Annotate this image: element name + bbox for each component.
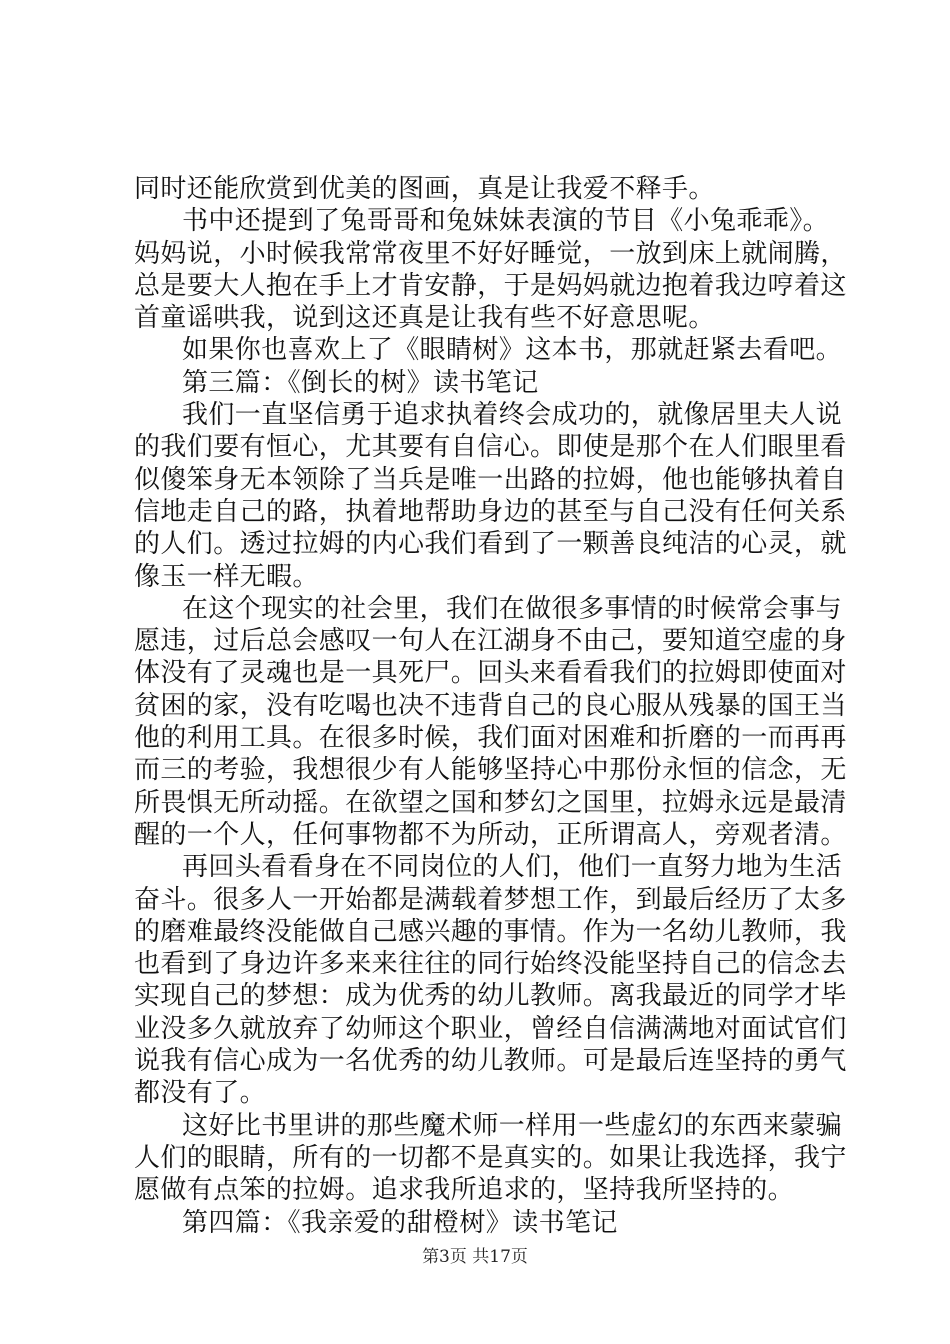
text-line: 奋斗。很多人一开始都是满载着梦想工作，到最后经历了太多 xyxy=(134,884,847,915)
text-line: 第四篇：《我亲爱的甜橙树》读书笔记 xyxy=(182,1207,618,1238)
text-line: 在这个现实的社会里，我们在做很多事情的时候常会事与 xyxy=(182,593,843,624)
document-body xyxy=(134,173,847,1239)
text-line: 似傻笨身无本领除了当兵是唯一出路的拉姆，他也能够执着自 xyxy=(134,464,847,495)
text-line: 第三篇：《倒长的树》读书笔记 xyxy=(182,367,539,398)
text-line: 首童谣哄我，说到这还真是让我有些不好意思呢。 xyxy=(134,303,715,334)
text-line: 的人们。透过拉姆的内心我们看到了一颗善良纯洁的心灵，就 xyxy=(134,529,847,560)
text-line: 说我有信心成为一名优秀的幼儿教师。可是最后连坚持的勇气 xyxy=(134,1046,847,1077)
text-line: 像玉一样无暇。 xyxy=(134,561,319,592)
text-line: 业没多久就放弃了幼师这个职业，曾经自信满满地对面试官们 xyxy=(134,1013,847,1044)
text-line: 如果你也喜欢上了《眼睛树》这本书，那就赶紧去看吧。 xyxy=(182,335,843,366)
text-line: 也看到了身边许多来来往往的同行始终没能坚持自己的信念去 xyxy=(134,949,847,980)
text-line: 信地走自己的路，执着地帮助身边的甚至与自己没有任何关系 xyxy=(134,496,847,527)
text-line: 人们的眼睛，所有的一切都不是真实的。如果让我选择，我宁 xyxy=(134,1142,847,1173)
text-line: 贫困的家，没有吃喝也决不违背自己的良心服从残暴的国王当 xyxy=(134,690,847,721)
text-line: 醒的一个人，任何事物都不为所动，正所谓高人，旁观者清。 xyxy=(134,819,847,850)
text-line: 所畏惧无所动摇。在欲望之国和梦幻之国里，拉姆永远是最清 xyxy=(134,787,847,818)
text-line: 这好比书里讲的那些魔术师一样用一些虚幻的东西来蒙骗 xyxy=(182,1110,843,1141)
text-line: 愿做有点笨的拉姆。追求我所追求的，坚持我所坚持的。 xyxy=(134,1175,795,1206)
text-line: 他的利用工具。在很多时候，我们面对困难和折磨的一而再再 xyxy=(134,723,847,754)
text-line: 总是要大人抱在手上才肯安静，于是妈妈就边抱着我边哼着这 xyxy=(134,270,847,301)
text-line: 实现自己的梦想：成为优秀的幼儿教师。离我最近的同学才毕 xyxy=(134,981,847,1012)
text-line: 的我们要有恒心，尤其要有自信心。即使是那个在人们眼里看 xyxy=(134,432,847,463)
text-line: 同时还能欣赏到优美的图画，真是让我爱不释手。 xyxy=(134,174,715,204)
text-line: 都没有了。 xyxy=(134,1078,267,1109)
text-line: 妈妈说，小时候我常常夜里不好好睡觉，一放到床上就闹腾， xyxy=(134,238,847,269)
text-line: 书中还提到了兔哥哥和兔妹妹表演的节目《小兔乖乖》。 xyxy=(182,206,830,237)
page-footer: 第3页 共17页 xyxy=(422,1247,528,1267)
text-line: 愿违，过后总会感叹一句人在江湖身不由己，要知道空虚的身 xyxy=(134,626,847,657)
text-line: 而三的考验，我想很少有人能够坚持心中那份永恒的信念，无 xyxy=(134,755,847,786)
text-line: 我们一直坚信勇于追求执着终会成功的，就像居里夫人说 xyxy=(182,400,843,431)
text-line: 再回头看看身在不同岗位的人们，他们一直努力地为生活 xyxy=(182,852,843,883)
text-line: 的磨难最终没能做自己感兴趣的事情。作为一名幼儿教师，我 xyxy=(134,916,847,947)
text-line: 体没有了灵魂也是一具死尸。回头来看看我们的拉姆即使面对 xyxy=(134,658,847,689)
